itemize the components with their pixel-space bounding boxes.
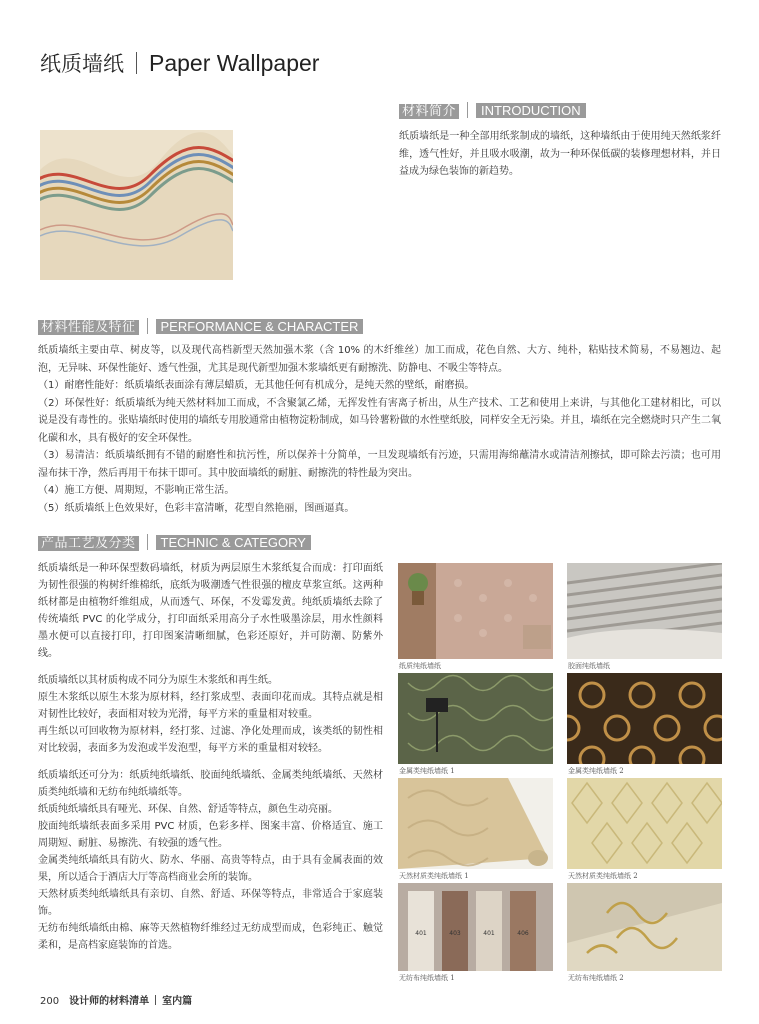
title-cn: 纸质墙纸 <box>40 52 124 76</box>
performance-heading <box>38 317 363 337</box>
photo-metallic-wallpaper-2 <box>567 673 722 764</box>
paragraph: 天然材质类纯纸墙纸具有亲切、自然、舒适、环保等特点，非常适合于家庭装饰。 <box>38 889 383 917</box>
technic-heading-cn: 产品工艺及分类 <box>38 536 139 551</box>
photo-paper-wallpaper <box>398 563 553 659</box>
paragraph-spacer <box>38 757 383 767</box>
paragraph: 无纺布纯纸墙纸由棉、麻等天然植物纤维经过无纺成型而成，色彩纯正、触觉柔和，是高档家庭装饰的首选。 <box>38 923 383 951</box>
technic-heading-en: TECHNIC & CATEGORY <box>156 535 311 550</box>
photo-nonwoven-wallpaper-1 <box>398 883 553 971</box>
paragraph: 纸质墙纸主要由草、树皮等，以及现代高档新型天然加强木浆（含 10% 的木纤维丝）加工而成，花色自然、大方、纯朴，粘贴技术简易，不易翘边、起泡，无异味、环保性能好、透气性强，尤其是现代新型加强木浆墙纸更有耐擦洗、防静电、不吸尘等特点。 <box>38 345 721 374</box>
heading-divider <box>147 534 148 550</box>
performance-heading-cn: 材料性能及特征 <box>38 320 139 335</box>
photo-metallic-wallpaper-1 <box>398 673 553 764</box>
book-volume: 室内篇 <box>162 996 193 1007</box>
intro-heading-en: INTRODUCTION <box>476 103 586 118</box>
intro-heading <box>399 101 586 121</box>
roll-label: 406 <box>517 930 529 937</box>
intro-heading-cn: 材料简介 <box>399 104 459 119</box>
paragraph: 纸质墙纸是一种环保型数码墙纸，材质为两层原生木浆纸复合而成：打印面纸为韧性很强的构树纤维棉纸，底纸为吸潮透气性很强的檀皮草浆宣纸。这两种纸材都是由植物纤维组成，从而透气、环保，不发霉发黄。纯纸质墙纸去除了传统墙纸 PVC 的化学成分，打印面纸采用高分子水性吸墨涂层，用水性颜料墨水便可以直接打印，打印图案清晰细腻，色彩还原好，并可防潮、防紫外线。 <box>38 563 383 659</box>
paragraph: 纸质墙纸以其材质构成不同分为原生木浆纸和再生纸。 <box>38 675 278 686</box>
photo-caption: 纸质纯纸墙纸 <box>399 662 441 670</box>
title-divider <box>136 52 137 74</box>
paragraph: 再生纸以可回收物为原材料，经打浆、过滤、净化处理而成，该类纸的韧性相对比较弱，表面多为发泡或半发泡型，每平方米的重量相对较轻。 <box>38 726 383 754</box>
photo-pvc-wallpaper <box>567 563 722 659</box>
paragraph: 金属类纯纸墙纸具有防火、防水、华丽、高贵等特点，由于具有金属表面的效果，所以适合于酒店大厅等高档商业会所的装饰。 <box>38 855 383 883</box>
page-footer <box>40 992 192 1007</box>
performance-text <box>38 342 721 517</box>
roll-label: 403 <box>449 930 461 937</box>
paragraph: 原生木浆纸以原生木浆为原材料，经打浆成型、表面印花而成。其特点就是相对韧性比较好，表面相对较为光滑，每平方米的重量相对较重。 <box>38 692 383 720</box>
photo-caption: 无纺布纯纸墙纸 2 <box>568 974 624 982</box>
photo-natural-wallpaper-2 <box>567 778 722 869</box>
hero-wallpaper-photo <box>40 130 233 280</box>
paragraph: （5）纸质墙纸上色效果好，色彩丰富清晰，花型自然艳丽，图画逼真。 <box>38 502 355 514</box>
paragraph-spacer <box>38 662 383 672</box>
photo-caption: 金属类纯纸墙纸 2 <box>568 767 624 775</box>
photo-caption: 无纺布纯纸墙纸 1 <box>399 974 455 982</box>
photo-caption: 天然材质类纯纸墙纸 2 <box>568 872 638 880</box>
paragraph: 纸质墙纸还可分为：纸质纯纸墙纸、胶面纯纸墙纸、金属类纯纸墙纸、天然材质类纯纸墙和无纺布纯纸墙纸等。 <box>38 770 383 798</box>
technic-text <box>38 560 383 954</box>
photo-caption: 天然材质类纯纸墙纸 1 <box>399 872 469 880</box>
paragraph: （1）耐磨性能好：纸质墙纸表面涂有薄层蜡质，无其他任何有机成分，是纯天然的壁纸，耐磨损。 <box>38 380 475 391</box>
photo-caption: 胶面纯纸墙纸 <box>568 662 610 670</box>
footer-divider <box>155 995 156 1005</box>
paragraph: （4）施工方便、周期短，不影响正常生活。 <box>38 485 235 496</box>
paragraph: （2）环保性好：纸质墙纸为纯天然材料加工而成，不含聚氯乙烯，无挥发性有害离子析出，从生产技术、工艺和使用上来讲，与其他化工建材相比，可以说是没有毒性的。张贴墙纸时使用的墙纸专用胶通常由植物淀粉制成，如马铃薯粉做的水性壁纸胶，同样安全无污染。并且，墙纸在完全燃烧时只产生二氧化碳和水，具有极好的安全环保性。 <box>38 397 721 444</box>
technic-heading <box>38 533 311 553</box>
title-en: Paper Wallpaper <box>149 50 320 76</box>
photo-caption: 金属类纯纸墙纸 1 <box>399 767 455 775</box>
performance-heading-en: PERFORMANCE & CHARACTER <box>156 319 364 334</box>
paragraph: （3）易清洁：纸质墙纸拥有不错的耐磨性和抗污性，所以保养十分简单，一旦发现墙纸有污迹，只需用海绵蘸清水或清洁剂擦拭，即可除去污渍；也可用湿布抹干净，然后再用干布抹干即可。其中胶面墙纸的耐脏、耐擦洗的特性最为突出。 <box>38 450 721 479</box>
photo-nonwoven-wallpaper-2 <box>567 883 722 971</box>
photo-natural-wallpaper-1 <box>398 778 553 869</box>
page-number: 200 <box>40 996 60 1007</box>
paragraph: 胶面纯纸墙纸表面多采用 PVC 材质，色彩多样、图案丰富、价格适宜、施工周期短、耐脏、易擦洗、有较强的透气性。 <box>38 821 383 849</box>
roll-label: 401 <box>415 930 427 937</box>
paragraph: 纸质纯纸墙纸具有哑光、环保、自然、舒适等特点，颜色生动亮丽。 <box>38 804 338 815</box>
roll-label: 401 <box>483 930 495 937</box>
heading-divider <box>467 102 468 118</box>
book-title: 设计师的材料清单 <box>69 996 150 1007</box>
heading-divider <box>147 318 148 334</box>
intro-text: 纸质墙纸是一种全部用纸浆制成的墙纸，这种墙纸由于使用纯天然纸浆纤维，透气性好，并且吸水吸潮，故为一种环保低碳的装修理想材料，并日益成为绿色装饰的新趋势。 <box>399 131 721 177</box>
page-title <box>40 48 319 78</box>
